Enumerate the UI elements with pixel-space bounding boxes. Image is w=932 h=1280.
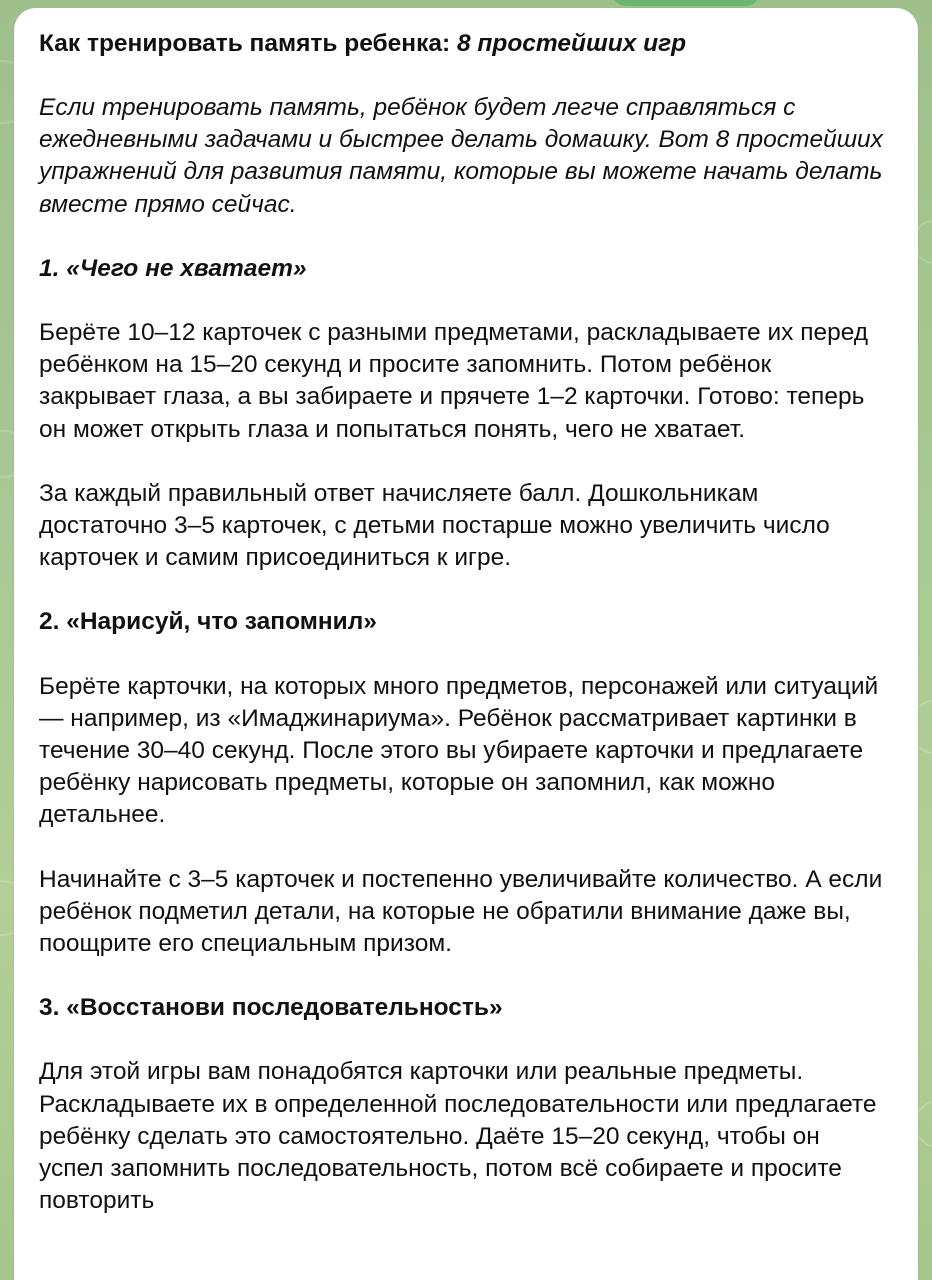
section-heading-2: 2. «Нарисуй, что запомнил»: [39, 608, 377, 636]
section-1-paragraph-1: Берёте 10–12 карточек с разными предметами, раскладываете их перед ребёнком на 15–20 секунд и просите запомнить. Потом ребёнок закрывает глаза, а вы забираете и прячете 1–2 карточки. Готово: теперь он может открыть глаза и попытаться понять, чего не хватает.: [39, 319, 869, 443]
post-intro: Если тренировать память, ребёнок будет легче справляться с ежедневными задачами и быстрее делать домашку. Вот 8 простейших упражнений для развития памяти, которые вы можете начать делать вместе прямо сейчас.: [39, 94, 883, 218]
section-2-paragraph-2: Начинайте с 3–5 карточек и постепенно увеличивайте количество. А если ребёнок подметил детали, на которые не обратили внимание даже вы, поощрите его специальным призом.: [39, 865, 883, 958]
post-title: [39, 28, 890, 60]
post-title-emphasis: 8 простейших игр: [456, 30, 687, 57]
section-heading-1: 1. «Чего не хватает»: [39, 254, 307, 282]
top-indicator: [612, 0, 760, 6]
section-3-paragraph-1: Для этой игры вам понадобятся карточки или реальные предметы. Раскладываете их в определенной последовательности или предлагаете ребёнку сделать это самостоятельно. Даёте 15–20 секунд, чтобы он успел запомнить последовательность, потом всё собираете и просите повторить: [39, 1058, 877, 1215]
section-2-paragraph-1: Берёте карточки, на которых много предметов, персонажей или ситуаций — например, из «Имаджинариума». Ребёнок рассматривает картинки в течение 30–40 секунд. После этого вы убираете карточки и предлагаете ребёнку нарисовать предметы, которые он запомнил, как можно детальнее.: [39, 672, 879, 829]
message-bubble[interactable]: [14, 8, 918, 1280]
post-title-text: Как тренировать память ребенка:: [39, 30, 457, 57]
section-1-paragraph-2: За каждый правильный ответ начисляете балл. Дошкольникам достаточно 3–5 карточек, с детьми постарше можно увеличить число карточек и самим присоединиться к игре.: [39, 479, 830, 572]
section-heading-3: 3. «Восстанови последовательность»: [39, 994, 503, 1022]
